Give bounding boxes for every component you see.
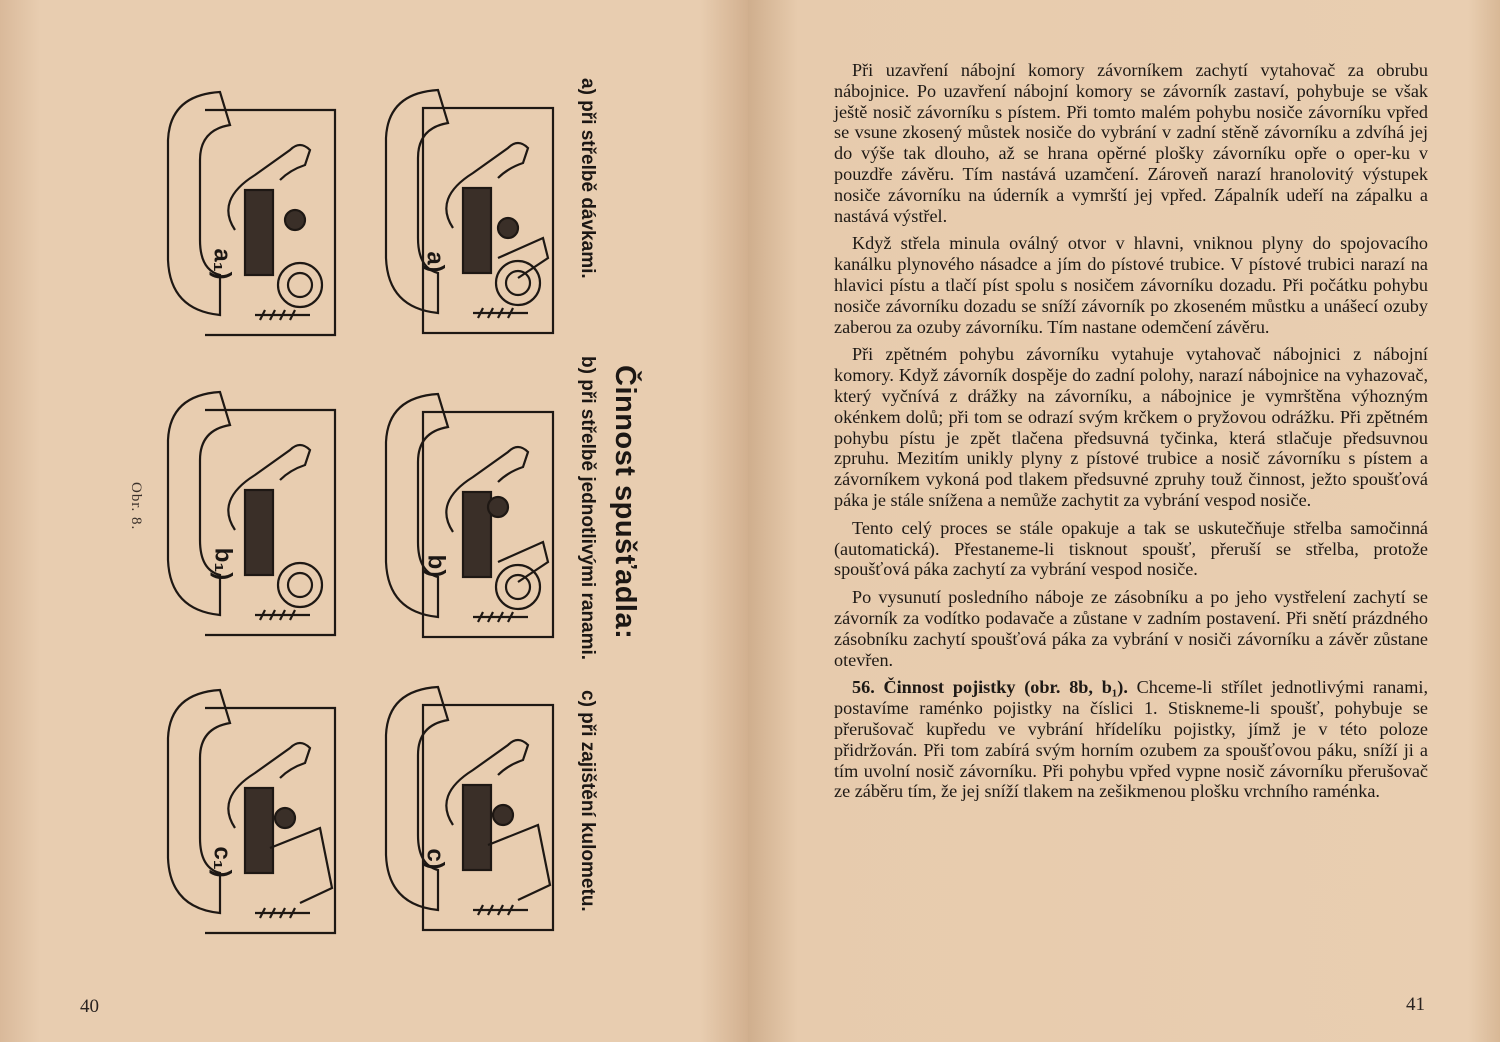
figure-title: Činnost spušťadla: <box>609 365 641 640</box>
figure-label-a: a) <box>421 251 449 273</box>
trigger-mechanism-drawing <box>160 80 360 350</box>
figure-label-b1: b₁) <box>209 547 237 581</box>
body-text <box>834 60 1428 809</box>
trigger-mechanism-drawing <box>378 78 578 348</box>
section-text: Chceme-li střílet jednotlivými ranami, postavíme raménko pojistky na číslici 1. Stiskneme-li spoušť, pohybuje se přerušovač kupředu ve vybrání hřídelíku pojistky, jímž je v této poloze přidržován. Při tom zabírá svým horním ozubem za spoušťovou páku, sníží ji a tím uvolní nosič závorníku. Při pohybu vpřed vypne nosič závorníku přerušovač ze záběru tím, že jej sníží tlakem na zešikmenou plošku vrchního raménka. <box>834 677 1428 802</box>
left-page <box>0 0 748 1042</box>
paragraph: Když střela minula oválný otvor v hlavni, vniknou plyny do spojovacího kanálku plynového násadce a jím do pístové trubice. V pístové trubici narazí na hlavici pístu a tlačí píst spolu s nosičem závorníku dozadu. Při počátku pohybu nosiče závorníku dozadu se sníží závorník po zkoseném můstku a unášecí ozuby zaberou za ozuby závorníku. Tím nastane odemčení závěru. <box>834 233 1428 337</box>
trigger-mechanism-drawing <box>378 675 578 945</box>
page-number-left: 40 <box>80 996 99 1017</box>
figure-label-b: b) <box>422 554 450 578</box>
paragraph: Tento celý proces se stále opakuje a tak se uskutečňuje střelba samočinná (automatická). Přestaneme-li tisknout spoušť, přeruší se střelba, protože spoušťová páka zachytí za vybrání vespod nosiče. <box>834 517 1428 580</box>
mechanism-figure-a1 <box>160 80 360 350</box>
mechanism-figure-c1 <box>160 678 360 948</box>
caption-a: a) při střelbě dávkami. <box>577 78 598 279</box>
caption-c: c) při zajištění kulometu. <box>577 690 598 912</box>
figure-number: Obr. 8. <box>128 482 144 531</box>
paragraph: Při zpětném pohybu závorníku vytahuje vytahovač nábojnici z nábojní komory. Když závorník dospěje do zadní polohy, narazí nábojnice na vyhazovač, který vyčnívá z drážky na závorníku, a nábojnice je vymrštěna výhozným okénkem dolů; při tom se odrazí svým krčkem o pryžovou odrážku. Při zpětném pohybu pístu je zpět tlačena předsuvná tyčinka, která stlačuje předsuvnou zpruhu. Mezitím unikly plyny z pístové trubice a nosič závorníku s pístem a závorníkem vykoná pod tlakem předsuvné zpruhy touž činnost, ježto spoušťová páka je stále snížena a nemůže zachytit za vybrání vespod nosiče. <box>834 344 1428 510</box>
section-heading: 56. Činnost pojistky (obr. 8b, b₁). <box>852 677 1128 698</box>
page-number-right: 41 <box>1406 994 1425 1015</box>
mechanism-figure-b1 <box>160 380 360 650</box>
mechanism-figure-c <box>378 675 578 945</box>
section-paragraph <box>834 677 1428 802</box>
figure-label-a1: a₁) <box>208 248 236 280</box>
figure-label-c1: c₁) <box>208 846 236 878</box>
trigger-mechanism-drawing <box>378 382 578 652</box>
mechanism-figure-a <box>378 78 578 348</box>
trigger-mechanism-drawing <box>160 380 360 650</box>
paragraph: Při uzavření nábojní komory závorníkem zachytí vytahovač za obrubu nábojnice. Po uzavření nábojní komory se závorník zastaví, pohybuje se však ještě nosič závorníku s pístem. Při tomto malém pohybu nosiče závorníku vpřed se vsune zkosený můstek nosiče do vybrání v zadní stěně závorníku a zdvíhá jej do výše tak dlouho, až se hrana opěrné plošky závorníku opře o oper-ku v pouzdře závěru. Tím nastává uzamčení. Zároveň narazí hranolovitý výstupek nosiče závorníku na úderník a vymrští jej vpřed. Zápalník udeří na zápalku a nastává výstřel. <box>834 60 1428 226</box>
figure-label-c: c) <box>421 848 449 870</box>
caption-b: b) při střelbě jednotlivými ranami. <box>577 356 598 661</box>
paragraph: Po vysunutí posledního náboje ze zásobníku a po jeho vystřelení zachytí se závorník za vodítko podavače a zůstane v zadním postavení. Při snětí prázdného zásobníku zachytí spoušťová páka za vybrání v nosiči závorníku a závěr zůstane otevřen. <box>834 587 1428 670</box>
trigger-mechanism-drawing <box>160 678 360 948</box>
mechanism-figure-b <box>378 382 578 652</box>
